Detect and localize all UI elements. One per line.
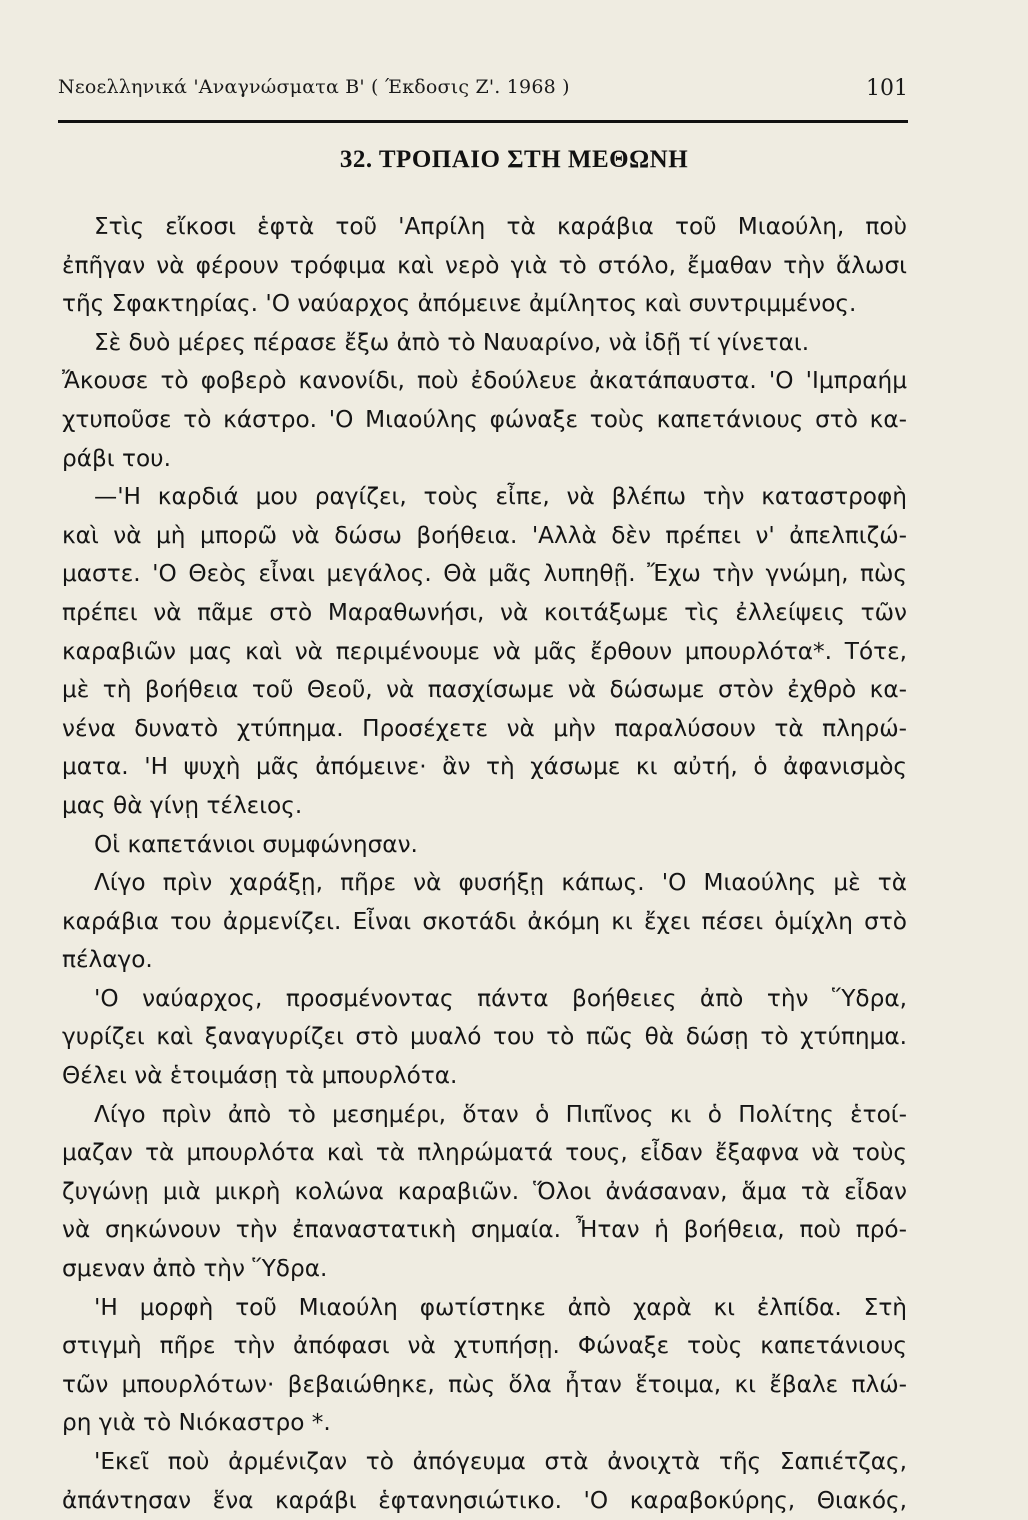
text-line: μας θὰ γίνῃ τέλειος. xyxy=(62,791,303,819)
text-line: νὰ σηκώνουν τὴν ἐπαναστατικὴ σημαία. Ἦταν ἡ βοήθεια, ποὺ πρό- xyxy=(62,1216,907,1244)
text-line: τῆς Σφακτηρίας. 'Ο ναύαρχος ἀπόμεινε ἀμίλητος καὶ συντριμμένος. xyxy=(62,290,857,318)
text-line: σμεναν ἀπὸ τὴν Ὕδρα. xyxy=(62,1255,328,1283)
text-line: γυρίζει καὶ ξαναγυρίζει στὸ μυαλό του τὸ πῶς θὰ δώσῃ τὸ χτύπημα. xyxy=(62,1023,907,1051)
text-line: καράβια του ἀρμενίζει. Εἶναι σκοτάδι ἀκόμη κι ἔχει πέσει ὁμίχλη στὸ xyxy=(62,907,907,935)
page-number: 101 xyxy=(866,76,908,101)
running-header xyxy=(58,64,908,104)
header-divider xyxy=(58,120,908,123)
text-line: Σὲ δυὸ μέρες πέρασε ἔξω ἀπὸ τὸ Ναυαρίνο, νὰ ἰδῇ τί γίνεται. xyxy=(94,328,810,356)
text-line: Θέλει νὰ ἑτοιμάσῃ τὰ μπουρλότα. xyxy=(62,1062,458,1090)
text-line: στιγμὴ πῆρε τὴν ἀπόφασι νὰ χτυπήσῃ. Φώναξε τοὺς καπετάνιους xyxy=(62,1332,907,1360)
text-line: ἀπάντησαν ἕνα καράβι ἑφτανησιώτικο. 'Ο καραβοκύρης, Θιακός, xyxy=(62,1486,907,1514)
text-line: Οἱ καπετάνιοι συμφώνησαν. xyxy=(94,830,418,858)
text-line: —'Η καρδιά μου ραγίζει, τοὺς εἶπε, νὰ βλέπω τὴν καταστροφὴ xyxy=(94,483,907,511)
text-line: τῶν μπουρλότων· βεβαιώθηκε, πὼς ὅλα ἦταν ἕτοιμα, κι ἔβαλε πλώ- xyxy=(62,1370,907,1398)
text-line: χτυποῦσε τὸ κάστρο. 'Ο Μιαούλης φώναξε τοὺς καπετάνιους στὸ κα- xyxy=(62,405,907,433)
text-line: μαστε. 'Ο Θεὸς εἶναι μεγάλος. Θὰ μᾶς λυπηθῇ. Ἔχω τὴν γνώμη, πὼς xyxy=(62,560,907,588)
text-line: 'Η μορφὴ τοῦ Μιαούλη φωτίστηκε ἀπὸ χαρὰ κι ἐλπίδα. Στὴ xyxy=(94,1293,907,1321)
text-line: ματα. 'Η ψυχὴ μᾶς ἀπόμεινε· ἂν τὴ χάσωμε κι αὐτή, ὁ ἀφανισμὸς xyxy=(62,753,907,781)
text-line: ράβι του. xyxy=(62,444,171,472)
text-line: ρη γιὰ τὸ Νιόκαστρο *. xyxy=(62,1409,331,1437)
text-line: Λίγο πρὶν χαράξῃ, πῆρε νὰ φυσήξῃ κάπως. 'Ο Μιαούλης μὲ τὰ xyxy=(94,869,907,897)
header-book-title: Νεοελληνικά 'Αναγνώσματα Β' ( Έκδοσις Ζ'. 1968 ) xyxy=(58,76,570,98)
text-line: Λίγο πρὶν ἀπὸ τὸ μεσημέρι, ὅταν ὁ Πιπῖνος κι ὁ Πολίτης ἑτοί- xyxy=(94,1100,907,1128)
chapter-title: 32. ΤΡΟΠΑΙΟ ΣΤΗ ΜΕΘΩΝΗ xyxy=(339,146,689,173)
body-text xyxy=(62,208,907,1520)
text-line: 'Εκεῖ ποὺ ἀρμένιζαν τὸ ἀπόγευμα στὰ ἀνοιχτὰ τῆς Σαπιέτζας, xyxy=(94,1448,907,1475)
text-line: ζυγώνῃ μιὰ μικρὴ κολώνα καραβιῶν. Ὅλοι ἀνάσαναν, ἅμα τὰ εἶδαν xyxy=(62,1177,907,1205)
text-line: πέλαγο. xyxy=(62,946,153,974)
text-line: μὲ τὴ βοήθεια τοῦ Θεοῦ, νὰ πασχίσωμε νὰ δώσωμε στὸν ἐχθρὸ κα- xyxy=(62,676,907,704)
text-line: 'Ο ναύαρχος, προσμένοντας πάντα βοήθειες ἀπὸ τὴν Ὕδρα, xyxy=(94,984,907,1012)
text-line: καὶ νὰ μὴ μπορῶ νὰ δώσω βοήθεια. 'Αλλὰ δὲν πρέπει ν' ἀπελπιζώ- xyxy=(62,521,907,549)
text-line: Ἄκουσε τὸ φοβερὸ κανονίδι, ποὺ ἐδούλευε ἀκατάπαυστα. 'Ο 'Ιμπραήμ xyxy=(62,367,907,395)
text-line: Στὶς εἴκοσι ἑφτὰ τοῦ 'Απρίλη τὰ καράβια τοῦ Μιαούλη, ποὺ xyxy=(94,213,907,240)
text-line: μαζαν τὰ μπουρλότα καὶ τὰ πληρώματά τους, εἶδαν ἔξαφνα νὰ τοὺς xyxy=(62,1139,907,1167)
text-line: πρέπει νὰ πᾶμε στὸ Μαραθωνήσι, νὰ κοιτάξωμε τὶς ἐλλείψεις τῶν xyxy=(62,598,907,626)
text-line: νένα δυνατὸ χτύπημα. Προσέχετε νὰ μὴν παραλύσουν τὰ πληρώ- xyxy=(62,714,907,742)
text-line: ἐπῆγαν νὰ φέρουν τρόφιμα καὶ νερὸ γιὰ τὸ στόλο, ἔμαθαν τὴν ἅλωσι xyxy=(62,251,907,279)
text-line: καραβιῶν μας καὶ νὰ περιμένουμε νὰ μᾶς ἔρθουν μπουρλότα*. Τότε, xyxy=(62,637,907,665)
